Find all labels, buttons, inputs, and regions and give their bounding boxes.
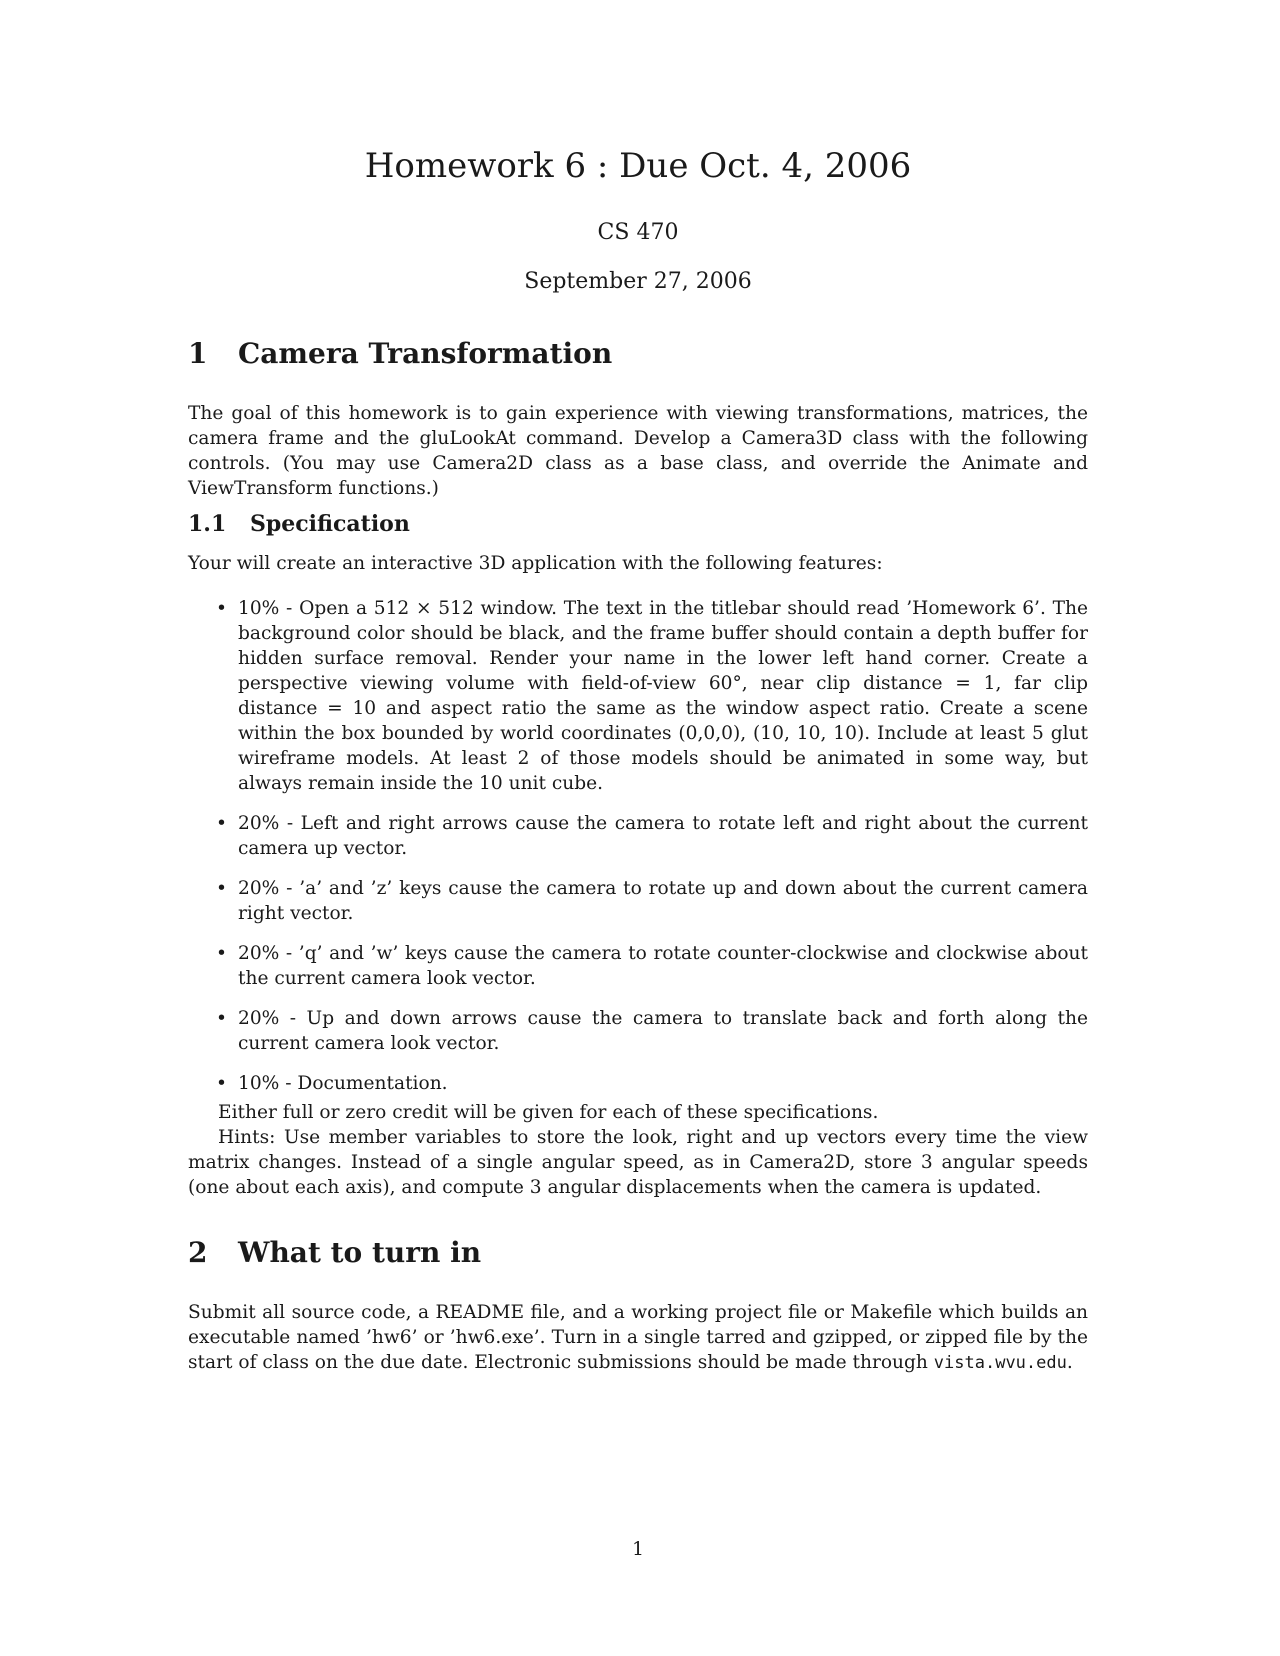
list-item: • 10% - Open a 512 × 512 window. The text in the titlebar should read ’Homework 6’. The background color should be black, and the frame buffer should contain a depth buffer for hidden surface removal. Render your name in the lower left hand corner. Create a perspective viewing volume with field-of-view 60°, near clip distance = 1, far clip distance = 10 and aspect ratio the same as the window aspect ratio. Create a scene within the box bounded by world coordinates (0,0,0), (10, 10, 10). Include at least 5 glut wireframe models. At least 2 of those models should be animated in some way, but always remain inside the 10 unit cube. — [216, 598, 1088, 794]
list-item: • 10% - Documentation. — [216, 1073, 448, 1094]
hints-paragraph: Hints: Use member variables to store the look, right and up vectors every time the view matrix changes. Instead of a single angular speed, as in Camera2D, store 3 angular speeds (one about each axis), and compute 3 angular displacements when the camera is updated. — [188, 1127, 1088, 1198]
bullet-icon: • — [216, 943, 227, 964]
bullet-icon: • — [216, 1008, 227, 1029]
subsection-1-1-heading — [188, 510, 1088, 538]
list-item: • 20% - Left and right arrows cause the camera to rotate left and right about the current camera up vector. — [216, 813, 1088, 859]
section-2-heading — [188, 1236, 1088, 1270]
bullet-icon: • — [216, 878, 227, 899]
section-2-number: 2 — [188, 1236, 208, 1269]
document-date: September 27, 2006 — [524, 269, 752, 294]
list-item: • 20% - ’a’ and ’z’ keys cause the camera to rotate up and down about the current camera right vector. — [216, 878, 1088, 924]
section-1-intro: The goal of this homework is to gain experience with viewing transformations, matrices, the camera frame and the gluLookAt command. Develop a Camera3D class with the following controls. (You may use Camera2D class as a base class, and override the Animate and ViewTransform functions.) — [188, 403, 1088, 499]
bullet-icon: • — [216, 1073, 227, 1094]
specification-list — [188, 596, 1088, 1111]
document-title: Homework 6 : Due Oct. 4, 2006 — [364, 146, 912, 186]
submission-site: vista.wvu.edu — [933, 1353, 1067, 1373]
section-1-number: 1 — [188, 337, 208, 370]
list-item: • 20% - ’q’ and ’w’ keys cause the camera to rotate counter-clockwise and clockwise about the current camera look vector. — [216, 943, 1088, 989]
subsection-1-1-title: Specification — [250, 511, 410, 537]
page-number: 1 — [632, 1539, 644, 1560]
bullet-icon: • — [216, 813, 227, 834]
credit-note: Either full or zero credit will be given for each of these specifications. — [218, 1102, 879, 1123]
section-2-text: Submit all source code, a README file, and a working project file or Makefile which builds an executable named ’hw6’ or ’hw6.exe’. Turn in a single tarred and gzipped, or zipped file by the start of class on the due date. Electronic submissions should be made through vista.wvu.edu. — [188, 1302, 1088, 1373]
bullet-icon: • — [216, 598, 227, 619]
section-2-title: What to turn in — [238, 1236, 482, 1269]
subsection-1-1-intro: Your will create an interactive 3D application with the following features: — [188, 553, 883, 574]
course-name: CS 470 — [597, 220, 679, 245]
section-1-title: Camera Transformation — [238, 337, 613, 370]
section-1-heading — [188, 337, 1088, 371]
list-item: • 20% - Up and down arrows cause the camera to translate back and forth along the current camera look vector. — [216, 1008, 1088, 1054]
subsection-1-1-number: 1.1 — [188, 511, 227, 537]
